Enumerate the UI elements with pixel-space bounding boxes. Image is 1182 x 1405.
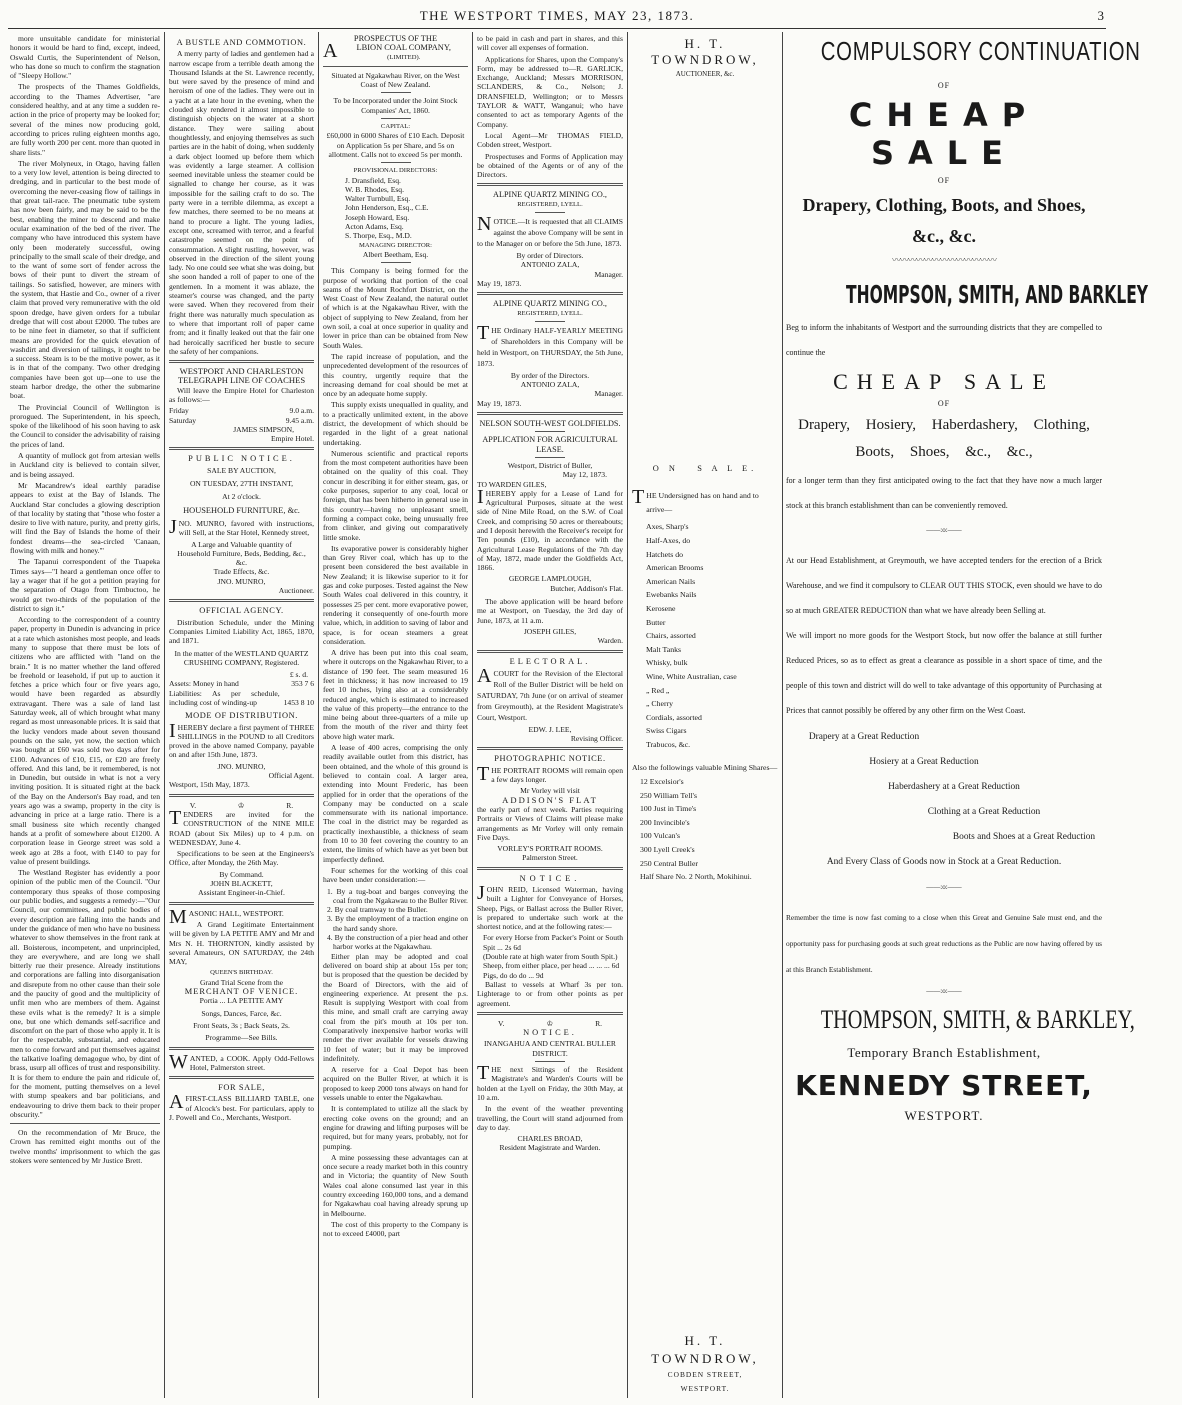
prospectus-title1: PROSPECTUS OF THE [353, 34, 438, 43]
telegraph-sign2: Empire Hotel. [270, 434, 314, 444]
apply-text: Applications for Shares, upon the Company's Form, may be addressed to—R. GARLICK, Exchange, Auckland; Messrs MORRISON, SCLANDERS, & Co., Nelson; J. DRANSFIELD, Wellington; or to Messrs TAYLOR & WATT, Wanganui; who have consented to act as temporary Agents of the Company. [477, 54, 623, 129]
tender-r: R. [286, 800, 294, 810]
para1: for a longer term than they first anticipated owing to the fact that they have now a much larger stock at this branch establishment than can be conveniently removed. [786, 476, 1102, 510]
goods-item: Chairs, assorted [646, 631, 696, 641]
news-paragraph: The river Molyneux, in Otago, having fallen to a very low level, attention is being directed to dredging, and in particular to the best mode of overcoming the never-ceasing flow of tailings in that great tail-race. The pneumatic tube system has now been fairly, and may be said to be the best, enabling the miner to descend and make ocular examination of the bed of the river. The company who have introduced this system have only been moderately successful, owing principally to the small scale of their dredge, and to the want of some sort of fender across the bows of their punt to divert the stream of tailings. So satisfied, however, are miners with the system, that Hastie and Co., owner of a river claim that proved very remunerative with the old spoon dredge, have given orders for a tubular dredge that will cost about £2000. The tubes are to be nine feet in diameter, so that if sufficient means are provided for the quick elevation of washdirt and diversion of tailings, it ought to be a success. Steam is to be the motive power, as it is in that of the company. Two other dredging companies have been got up—one to use the steam harbor dredge, the other the submarine boat. [10, 158, 160, 401]
alpine1-sign: ANTONIO ZALA, [520, 260, 580, 270]
westport-foot: WESTPORT. [904, 1108, 984, 1123]
prospectus-paragraph: This supply exists unequalled in quality, and to a practically unlimited extent, in the above district, the development of which should be regarded in the light of a great national undertaking. [323, 400, 468, 447]
prospectus-situated: Situated at Ngakawhau River, on the West Coast of New Zealand. [331, 70, 460, 90]
official-label: Liabilities: As per schedule, including cost of winding-up [169, 688, 280, 707]
scheme-item: 4. By the construction of a pier head and other harbor works at the Ngakawhau. [327, 933, 468, 952]
alpine1-date: May 19, 1873. [477, 278, 522, 288]
goods-heading: Drapery, Hosiery, Haberdashery, Clothing, Boots, Shoes, &c., &c., [798, 417, 1090, 460]
news-paragraph: A quantity of mullock got from artesian wells in Auckland city is believed to contain silver, and is being assayed. [10, 451, 160, 479]
inang-notice: NOTICE. [523, 1028, 577, 1038]
column-divider [782, 32, 783, 1398]
goods-item: American Brooms [646, 563, 704, 573]
towndrow-sub: AUCTIONEER, &c. [675, 70, 735, 78]
prospectus-paragraph: Either plan may be adopted and coal delivered on board ship at about 15s per ton; but is proposed that the question be decided by the Board of Directors, with the aid of engineering experience. At present the p.s. Result is supplying Westport with coal from this mine, and small craft are carrying away coal from the pit's mouth at 10s per ton. Comparatively inexpensive harbor works will render the river available for vessels drawing 10 feet of water; but it may be improved indefinitely. [323, 951, 468, 1063]
share-item: 300 Lyell Creek's [640, 845, 695, 855]
news-paragraph: The Westland Register has evidently a poor opinion of the public men of the Council. "Our contemporary thus speaks of those composing our public bodies, and suggests a remedy:—"Our Council, our committees, and public bodies of every description are falling into the hands and under the guidance of men who have no business whatever to show themselves in the front rank at all. Boisterous, incompetent, and unprincipled, they are everywhere, and are long we shall bitterly rue their presence. Already institutions and corporations are falling into disorganisation and disrepute from no other cause than their sole and the paucity of good and the multiplicity of unfit men who are members of them. Against these evils what is the remedy? It is a simple one, but one which demands self-sacrifice and discomfort on the part of those who apply it. It is for the respectable, substantial, and educated men to come forward and put themselves against the talkative loafing demagogue who, by dint of brass, usurp all offices of trust and responsibility. It is for them to endure the pain and ridicule of, for the moment, putting themselves on a level with stump speakers and bar politicians, and endeavouring to drive them back to their proper obscurity." [10, 868, 160, 1119]
goods-item: Hatchets do [646, 549, 684, 559]
nelson-app: APPLICATION FOR AGRICULTURAL LEASE. [482, 435, 618, 454]
goods-list [632, 520, 778, 751]
beg-text: Beg to inform the inhabitants of Westport and the surrounding districts that they are compelled to continue the [786, 323, 1102, 357]
nelson-title: NELSON SOUTH-WEST GOLDFIELDS. [479, 419, 621, 429]
official-row [169, 689, 314, 708]
photo-text2: the early part of next week. Parties requiring Portraits or Views of Claims will please make arrangements as Mr Vorley will only remain Five Days. [477, 804, 623, 842]
goods-item: „ Red „ [646, 685, 670, 695]
goods-item: Butter [646, 617, 666, 627]
billiard-sale: AFIRST-CLASS BILLIARD TABLE, one of Alcock's best. For particulars, apply to J. Powell and Co., Merchants, Westport. [169, 1091, 314, 1122]
prospectus-cont: to be paid in cash and part in shares, and this will cover all expenses of formation. [477, 34, 623, 53]
page-number: 3 [1097, 8, 1104, 23]
director-name: J. Dransfield, Esq. [345, 175, 401, 185]
column-towndrow [632, 34, 778, 1396]
reduction-line: Haberdashery at a Great Reduction [888, 782, 1020, 792]
temp-branch: Temporary Branch Establishment, [847, 1045, 1041, 1060]
share-item: 250 William Tell's [640, 790, 697, 800]
prospectus-paragraph: Numerous scientific and practical reports from the most competent authorities have been obtained on the quality of this coal. They concur in describing it for either steam, gas, or coke purposes, superior to any coal, local or foreign, that has been hitherto in general use in this country—having no unpleasant smell, forming a compact coke, being unusually free from clinker, and giving out comparatively little smoke. [323, 448, 468, 542]
alpine1-sub: REGISTERED, LYELL. [517, 200, 583, 208]
official-title: OFFICIAL AGENCY. [199, 606, 284, 616]
alpine1-sign2: Manager. [594, 269, 623, 279]
alpine2-sub: REGISTERED, LYELL. [517, 309, 583, 317]
prospectus-paragraph: It is contemplated to utilize all the slack by erecting coke ovens on the ground; and an engine for drawing and lifting purposes will be required, but for many years, probably, not for pumping. [323, 1104, 468, 1151]
for-sale-title: FOR SALE, [218, 1083, 265, 1093]
capital-title: CAPITAL: [380, 123, 411, 131]
scheme-item: 3. By the employment of a traction engine on the hard sandy shore. [327, 914, 468, 933]
local-agent: Local Agent—Mr THOMAS FIELD, Cobden street, Westport. [477, 130, 623, 150]
inang-sign2: Resident Magistrate and Warden. [499, 1143, 601, 1153]
bustle-title: A BUSTLE AND COMMOTION. [176, 38, 307, 47]
goods-item: Half-Axes, do [646, 535, 691, 545]
news-paragraph: The Provincial Council of Wellington is prorogued. The Superintendent, in his speech, spoke of the likelihood of his soon having to ask the Council to consider the advisability of raising the prices of land. [10, 402, 160, 449]
prospectus-paragraph: A mine possessing these advantages can at once secure a ready market both in this country and in Victoria; the quantity of New South Wales coal alone consumed last year in this country exceeding 160,000 tons, and a demand for Ngakawhau coal having already sprung up in Melbourne. [323, 1152, 468, 1218]
column-prospectus [323, 34, 468, 1396]
auction-item: HOUSEHOLD FURNITURE, &c. [183, 505, 300, 515]
royal-crest-icon: ♔ [237, 800, 245, 810]
rate-line: Pigs, do do do ... 9d [483, 970, 544, 980]
nelson-to: TO WARDEN GILES, [477, 479, 547, 489]
official-label: Assets: Money in hand [169, 679, 239, 689]
column-advertisements-2 [169, 34, 314, 1396]
alpine1-text: NOTICE.—It is requested that all CLAIMS against the above Company will be sent in to the Manager on or before the 5th June, 1873. [477, 213, 623, 249]
firm-heading-2: THOMPSON, SMITH, & BARKLEY, [820, 1005, 1135, 1034]
kennedy-street: KENNEDY STREET, [795, 1069, 1093, 1102]
inang-vr [477, 1019, 623, 1028]
scheme-item: 1. By a tug-boat and barges conveying the coal from the Ngakawau to the Buller River. [327, 886, 468, 905]
schedule-row [169, 406, 314, 415]
goods-item: „ Cherry [646, 699, 674, 709]
nelson-warden: JOSEPH GILES, [523, 626, 577, 636]
inang-v: V. [497, 1018, 505, 1028]
electoral-title: ELECTORAL. [509, 656, 591, 666]
inang-sign: CHARLES BROAD, [517, 1134, 583, 1144]
column-divider [472, 32, 473, 1398]
munro-text: JNO. MUNRO, favored with instructions, will Sell, at the Star Hotel, Kennedy street, [169, 515, 314, 538]
goods-item: Wine, White Australian, case [646, 671, 737, 681]
reduction-line: And Every Class of Goods now in Stock at a Great Reduction. [826, 857, 1062, 867]
reduction-line: Boots and Shoes at a Great Reduction [952, 832, 1096, 842]
of-3: OF [937, 399, 951, 408]
masthead [0, 6, 1114, 28]
news-paragraph: The prospects of the Thames Goldfields, according to the Thames Advertiser, "are considered healthy, and at any time a sudden re-action in the price of property may be looked for; several of the mines now producing gold, according to prices ruling eighteen months ago, are fully worth 200 per cent. more than quoted in share lists." [10, 82, 160, 157]
official-cols: £ s. d. [289, 670, 308, 680]
shares-intro: Also the followings valuable Mining Shares— [632, 763, 778, 773]
alpine2-date: May 19, 1873. [477, 398, 522, 408]
auction-sub: SALE BY AUCTION, [207, 465, 276, 475]
goods-item: Malt Tanks [646, 644, 682, 654]
photo-title: PHOTOGRAPHIC NOTICE. [494, 754, 606, 764]
news-paragraph: Mr Macandrew's ideal earthly paradise appears to exist at the Bay of Islands. The Auckland Star concludes a glowing description of that locality by stating that "those who foster a desire to live with nature, purity, and pretty girls, will find the Bay of Islands the home of their fondest dreams—the sea-circled 'Canaan, flowing with milk and honey.'" [10, 480, 160, 556]
mode-date: Westport, 15th May, 1873. [169, 780, 250, 790]
official-row [169, 679, 314, 688]
reid-rates [477, 933, 623, 979]
schedule-time: 9.0 a.m. [289, 406, 314, 416]
reduction-line: Clothing at a Great Reduction [927, 807, 1041, 817]
reid-text: JOHN REID, Licensed Waterman, having built a Lighter for Conveyance of Horses, Sheep, Pigs, or Ballast across the Buller River, is prepared to undertake such work at the shortest notice, and at the following rates:— [477, 882, 623, 932]
director-name: S. Thorpe, Esq., M.D. [345, 231, 412, 241]
inang-text2: In the event of the weather preventing travelling, the Court will stand adjourned from day to day. [477, 1104, 623, 1132]
electoral-sign: EDW. J. LEE, [528, 724, 572, 734]
column-divider [164, 32, 165, 1398]
reid-notice-title: NOTICE. [519, 873, 581, 883]
towndrow-intro: THE Undersigned has on hand and to arrive— [632, 486, 759, 514]
telegraph-sign: JAMES SIMPSON, [233, 424, 294, 434]
mode-sign2: Official Agent. [268, 771, 314, 781]
goods-item: Kerosene [646, 603, 676, 613]
para4: Remember the time is now fast coming to a close when this Great and Genuine Sale must end, and the opportunity pass for purchasing goods at such great reductions as the Public are now having offered by us at this Branch Establishment. [786, 913, 1102, 974]
nelson-sign: GEORGE LAMPLOUGH, [508, 574, 592, 584]
photo-visit: Mr Vorley will visit [520, 786, 580, 796]
firm-heading: THOMPSON, SMITH, AND BARKLEY [846, 280, 1149, 309]
rate-line: (Double rate at high water from South Spit.) [483, 952, 618, 962]
bustle-text: A merry party of ladies and gentlemen had a narrow escape from a terrible death among the Thousand Islands at the St. Lawrence recently, but were saved by the presence of mind and heroism of one of the ladies. They were out in a yacht at a late hour in the evening, when the clouded sky rendered it almost impossible to distinguish objects on the water at a short distance. They were sailing about thoughtlessly, and enjoying themselves as such parties are in the habit of doing, when suddenly a dark object loomed up before them which was evidently a large steamer. A collision seemed inevitable unless the steamer could be signalled to change her course, as it was impossible for the sailing craft to do so. The party were in a terrible dilemma, as except a few matches, there seemed to be no means at hand to procure a light. The young ladies, except one, screamed with terror, and a fearful catastrophe seemed on the point of consummation. A slight rustling, however, was observed in the direction of the silent young lady. No one could see what she was doing, but she soon handed a roll of paper to one of the gentlemen. In a moment it was ablaze, the steamer's course was changed, and the party were saved. When they recovered from their fright there was naturally much speculation as to where that important roll of paper came from; and it finally leaked out that the fair one had heroically sacrificed her bustle to secure the safety of her companions. [169, 49, 314, 356]
share-item: 250 Central Buller [640, 858, 699, 868]
reduction-line: Hosiery at a Great Reduction [869, 757, 979, 767]
schedule-day: Saturday [169, 415, 196, 425]
official-matter: In the matter of the WESTLAND QUARTZ CRUSHING COMPANY, Registered. [174, 648, 309, 667]
masonic-songs: Songs, Dances, Farce, &c. [201, 1008, 282, 1018]
goods-item: Trabucos, &c. [646, 739, 691, 749]
inang-title: INANGAHUA AND CENTRAL BULLER DISTRICT. [484, 1039, 616, 1058]
masthead-rule [8, 28, 1106, 29]
director-name: Joseph Howard, Esq. [345, 212, 410, 222]
prov-directors-title: PROVISIONAL DIRECTORS: [353, 167, 438, 175]
schedule-time: 9.45 a.m. [285, 415, 314, 425]
drapery-heading: Drapery, Clothing, Boots, and Shoes, [802, 195, 1086, 215]
photo-sign: VORLEY'S PORTRAIT ROOMS. [497, 844, 603, 854]
newspaper-title: THE WESTPORT TIMES, MAY 23, 1873. [419, 8, 695, 23]
share-item: 12 Excelsior's [640, 777, 684, 787]
alpine2-title: ALPINE QUARTZ MINING CO., [493, 299, 607, 309]
inang-text: THE next Sittings of the Resident Magistrate's and Warden's Courts will be holden at the Lyell on Friday, the 30th May, at 10 a.m. [477, 1062, 623, 1102]
news-paragraph: The Tapanui correspondent of the Tuapeka Times says—"I heard a gentleman once offer to lay a wager that if he got a petition praying for the separation of Otago from Timbuctoo, he would get two-thirds of the population of the district to sign it." [10, 557, 160, 613]
etc-heading: &c., &c. [912, 226, 976, 246]
towndrow-head: H. T. TOWNDROW, [651, 36, 759, 67]
photo-text: THE PORTRAIT ROOMS will remain open a few days longer. [477, 762, 623, 785]
managing-director: Albert Beetham, Esq. [362, 249, 429, 259]
alpine1-by: By order of Directors. [516, 251, 584, 261]
alpine2-sign2: Manager. [594, 389, 623, 399]
auction-time: At 2 o'clock. [222, 492, 261, 502]
schedule-day: Friday [169, 406, 189, 416]
managing-title: MANAGING DIRECTOR: [359, 241, 432, 249]
munro-list: A Large and Valuable quantity of Household Furniture, Beds, Bedding, &c., &c. [177, 539, 306, 568]
photo-sign2: Palmerston Street. [522, 853, 578, 863]
official-value: 353 7 6 [291, 679, 314, 689]
director-name: Walter Turnbull, Esq. [345, 194, 411, 204]
royal-crest-icon: ♔ [546, 1018, 554, 1028]
towndrow-foot2: COBDEN STREET, [667, 1370, 743, 1379]
directors-list [323, 176, 468, 241]
munro-sign: JNO. MUNRO, [217, 576, 266, 586]
alpine2-text: THE Ordinary HALF-YEARLY MEETING of Shareholders in this Company will be held in Westport, on THURSDAY, the 5th June, 1873. [477, 321, 623, 368]
prospectus-paragraph: Its evaporative power is considerably higher than Grey River coal, which has up to the present been considered the best available in New Zealand; it is likewise superior to it for gas and coke purposes. Tested against the New South Wales coal delivered in this country, it possesses 25 per cent. more evaporative power, rendering it consequently of one-fourth more value, which, in addition to saving of labor and space, is for ocean steamers a great consideration. [323, 543, 468, 646]
cook-wanted: WANTED, a COOK. Apply Odd-Fellows Hotel, Palmerston street. [169, 1050, 314, 1073]
of-2: OF [937, 176, 951, 185]
masonic-seats: Front Seats, 3s ; Back Seats, 2s. [193, 1020, 290, 1030]
nelson-date: May 12, 1873. [562, 470, 607, 480]
masonic-portia: Portia ... LA PETITE AMY [199, 996, 284, 1006]
para3: We will import no more goods for the Westport Stock, but now offer the balance at still further Reduced Prices, so as to effect as great a clearance as possible in a short space of time, and the people of this town and district will do well to take advantage of this opportunity of Purchasing at Prices that cannot possibly be offered by any other firm on the West Coast. [786, 631, 1102, 715]
mode-sign: JNO. MUNRO, [217, 761, 266, 771]
goods-item: Swiss Cigars [646, 726, 687, 736]
masonic-play: MERCHANT OF VENICE. [184, 987, 299, 997]
column-divider [627, 32, 628, 1398]
news-paragraph: On the recommendation of Mr Bruce, the Crown has remitted eight months out of the twelve months' imprisonment to which the gas stokers were sentenced by Mr Justice Brett. [10, 1128, 160, 1166]
scheme-item: 2. By coal tramway to the Buller. [327, 905, 428, 915]
wave-divider-icon: 〰〰〰〰〰〰〰〰〰〰〰〰〰 [891, 255, 996, 265]
alpine2-sign: ANTONIO ZALA, [520, 380, 580, 390]
director-name: John Henderson, Esq., C.E. [345, 203, 429, 213]
nelson-sign2: Butcher, Addison's Flat. [550, 583, 623, 593]
of-1: OF [937, 81, 951, 90]
rate-line: Sheep, from either place, per head ... ... ... 6d [483, 961, 620, 971]
nelson-warden2: Warden. [597, 636, 623, 646]
prospectus-paragraph: The rapid increase of population, and the unprecedented development of the resources of this country, urgently require that the increasing demand for coal should be met at once by an adequate home supply. [323, 351, 468, 399]
tender-sign: JOHN BLACKETT, [210, 879, 273, 889]
masonic-birthday: QUEEN'S BIRTHDAY. [210, 969, 273, 977]
share-item: Half Share No. 2 North, Mokihinui. [640, 872, 752, 882]
munro-trade: Trade Effects, &c. [213, 567, 270, 577]
prospectus-paragraph: A lease of 400 acres, comprising the only readily available outlet from this district, has been obtained, and the whole of this ground is believed to contain coal. A larger area, extending into Mount Frederic, has been applied for in order that the operations of the Company may be conducted on a scale commensurate with its national importance. The coal in the district may be regarded as practically inexhaustible, a thickness of seam from 10 to 30 feet covering the country to an extent, the limits of which have as yet been but imperfectly defined. [323, 743, 468, 864]
goods-item: Whisky, bulk [646, 658, 688, 668]
reductions-list [786, 725, 1102, 875]
electoral-sign2: Revising Officer. [570, 734, 623, 744]
nelson-place: Westport, District of Buller, [507, 460, 593, 470]
alpine2-by: By order of the Directors. [510, 370, 590, 380]
mode-text: IHEREBY declare a first payment of THREE SHILLINGS in the POUND to all Creditors proved in the above named Company, payable on and after 15th June, 1873. [169, 719, 314, 760]
share-item: 100 Vulcan's [640, 831, 680, 841]
thompson-smith-barkley-ad: COMPULSORY CONTINUATION OF CHEAP SALE OF Drapery, Clothing, Boots, and Shoes, &c., &c. 〰〰〰〰〰〰〰〰〰〰〰〰〰 THOMPSON, SMITH, AND BARKLEY Beg to inform the inhabitants of Westport and the surrounding districts that they are compelled to continue the CHEAP SALE OF Drapery, Hosiery, Haberdashery, Clothing, Boots, Shoes, &c., &c., for a longer term than they first anticipated owing to the fact that they have now a much larger stock at this branch establishment than can be conveniently removed. ——:o:—— At our Head Establishment, at Greymouth, we have accepted tenders for the erection of a Brick Warehouse, and we find it compulsory to CLEAR OUT THIS STOCK, even should we have to do so at much GREATER REDUCTION than what we have already been Selling at. We will import no more goods for the Westport Stock, but now offer the balance at still further Reduced Prices, so as to effect as great a clearance as possible in a short space of time, and the people of this town and district will do well to take advantage of this opportunity of Purchasing at Prices that cannot possibly be offered by any other firm on the West Coast. Drapery at a Great Reduction Hosiery at a Great Reduction Haberdashery at a Great Reduction Clothing at a Great Reduction Boots and Shoes at a Great Reduction And Every Class of Goods now in Stock at a Great Reduction. ——:o:—— Remember the time is now fast coming to a close when this Great and Genuine Sale must end, and the opportunity pass for purchasing goods at such great reductions as the Public are now having offered by us at this Branch Establishment. ——:o:—— THOMPSON, SMITH, & BARKLEY, Temporary Branch Establishment, KENNEDY STREET, WESTPORT. [786, 34, 1102, 1396]
news-paragraph: According to the correspondent of a country paper, property in Dunedin is advancing in price at a rate which astonishes most people, and leads many to suppose that there must be lots of citizens who are afflicted with "land on the brain." It is no matter whether the land offered be freehold or leasehold, if put up to auction it fetches a price which four or five years ago, would have been regarded as absurdly extravagant. There was a sale of land last Saturday week, all of which brought what many regard as most unreasonable prices. It is said that the lucky vendors made about seven thousand pounds on the sale, yet now, the section which was bought at £60 was sold two days after for £100. Advances of £10, £15, or £20 are freely offered. And this land, be it remembered, is not in Dunedin, but outside in what is not a very inviting position. It is situated right at the back of the Bay on the Anderson's Bay road, and ten years ago was a swamp, property in the city is advancing in price at a large ratio. There is a small business site which recently changed hands at a profit of somewhere about £1200. A corporation lease in George street was sold a week ago at 28s a foot, with £140 to pay for value of present buildings. [10, 615, 160, 866]
auction-date: ON TUESDAY, 27TH INSTANT, [189, 479, 294, 489]
news-paragraph: more unsuitable candidate for ministerial honors it would be hard to find, except, indeed, Oswald Curtis, the Superintendent of Nelson, who has done so much to confirm the stagnation of "Sleepy Hollow." [10, 34, 160, 81]
tender-v: V. [189, 800, 197, 810]
alpine1-title: ALPINE QUARTZ MINING CO., [493, 190, 607, 200]
director-name: Acton Adams, Esq. [345, 222, 404, 232]
rate-line: For every Horse from Packer's Point or South Spit ... 2s 6d [483, 933, 623, 952]
tender-by: By Command. [219, 869, 264, 879]
goods-item: Ewebanks Nails [646, 590, 697, 600]
tender-sign2: Assistant Engineer-in-Chief. [198, 888, 285, 898]
shares-list [632, 775, 778, 884]
prospectus-paragraph: A drive has been put into this coal seam, where it outcrops on the Ngakawhau River, to a distance of 190 feet. The seam measured 16 feet in thickness; it has now increased to 19 feet 10 inches, lying also at a considerably reduced angle, which is estimated to increased the value of this property—the entrance to the mine being about three-quarters of a mile up from the mouth of the river and thirty feet above high water mark. [323, 648, 468, 741]
telegraph-text: Will leave the Empire Hotel for Charleston as follows:— [169, 385, 314, 404]
nelson-text: IHEREBY apply for a Lease of Land for Agricultural Purposes, situate at the west side of Nine Mile Road, on the S.W. of Coal Creek, and comprising 50 acres or thereabouts; and I deposit herewith the Receiver's receipt for Ten pounds (£10), in accordance with the Agricultural Lease Regulations of the 7th day of May, 1872, made under the Goldfields Act, 1866. [477, 485, 623, 573]
towndrow-foot3: WESTPORT. [680, 1383, 730, 1393]
director-name: W. B. Rhodes, Esq. [345, 184, 404, 194]
prospectus-paragraph: A reserve for a Coal Depot has been acquired on the Buller River, at which it is proposed to keep 2000 tons always on hand for vessels unable to enter the Ngakawhau. [323, 1065, 468, 1103]
masonic-programme: Programme—See Bills. [205, 1033, 278, 1043]
goods-item: Axes, Sharp's [646, 522, 689, 532]
column-divider [318, 32, 319, 1398]
public-notice-title: PUBLIC NOTICE. [188, 454, 295, 464]
reid-ballast: Ballast to vessels at Wharf 3s per ton. Lighterage to or from other points as per agreement. [477, 979, 623, 1008]
prospectus-title2: ALBION COAL COMPANY, [323, 40, 451, 63]
official-rows [169, 679, 314, 707]
cheap-sale-heading: CHEAP SALE [848, 96, 1040, 172]
masonic-scene: Grand Trial Scene from the [199, 977, 284, 987]
official-value: 1453 8 10 [283, 698, 314, 707]
capital-text: £60,000 in 6000 Shares of £10 Each. Deposit on Application 5s per Share, and 5s on allotment. Calls not to exceed 5s per month. [326, 131, 465, 159]
masonic-text: A Grand Legitimate Entertainment will be given by LA PETITE AMY and Mr and Mrs N. H. THORNTON, kindly assisted by several Amateurs, ON SATURDAY, the 24th MAY, [169, 919, 314, 967]
telegraph-title: WESTPORT AND CHARLESTON TELEGRAPH LINE OF COACHES [177, 366, 306, 386]
photo-place: ADDISON'S FLAT [502, 794, 598, 805]
telegraph-schedule [169, 406, 314, 425]
column-notices [477, 34, 623, 1396]
para2: At our Head Establishment, at Greymouth, we have accepted tenders for the erection of a Brick Warehouse, and we find it compulsory to CLEAR OUT THIS STOCK, even should we have to do so at much GREATER REDUCTION than what we have already been Selling at. [786, 556, 1102, 615]
electoral-text: ACOURT for the Revision of the Electoral Roll of the Buller District will be held on SATURDAY, 7th June (or on arrival of steamer from Greymouth), at the Resident Magistrate's Court, Westport. [477, 664, 623, 722]
tender-spec: Specifications to be seen at the Engineers's Office, after Monday, the 26th May. [169, 849, 314, 868]
prospectus-paragraph: This Company is being formed for the purpose of working that portion of the coal seams of the Mount Rochfort District, on the West Coast of New Zealand, the natural outlet of which is at the Ngakawhau River, with the object of supplying to New Zealand, from her own soil, a coal at once superior in quality and lower in price than can be obtained from New South Wales. [323, 266, 468, 350]
mode-title: MODE OF DISTRIBUTION. [185, 711, 298, 721]
prospectus-paragraph: Four schemes for the working of this coal have been under consideration:— [323, 865, 468, 885]
column-news [10, 34, 160, 1396]
prospectus-paragraph: The cost of this property to the Company is not to exceed £4000, part [323, 1219, 468, 1239]
prospectus-title3: (LIMITED). [387, 53, 421, 61]
cheap-sale-2: CHEAP SALE [833, 369, 1055, 394]
share-item: 200 Invincible's [640, 817, 690, 827]
prospectus-body [323, 266, 468, 1238]
reduction-line: Drapery at a Great Reduction [808, 732, 920, 742]
munro-sign2: Auctioneer. [278, 586, 314, 596]
tender-text: TENDERS are invited for the CONSTRUCTION of the NINE MILE ROAD (about Six Miles) up to 4 p.m. on WEDNESDAY, June 4. [169, 806, 314, 847]
schedule-row [169, 416, 314, 425]
official-text: Distribution Schedule, under the Mining Companies Limited Liability Act, 1865, 1870, and 1871. [169, 617, 314, 646]
goods-item: Cordials, assorted [646, 712, 702, 722]
inang-r: R. [595, 1018, 603, 1028]
prospectus-forms: Prospectuses and Forms of Application may be obtained of the Agents or of any of the Directors. [477, 151, 623, 180]
masonic-title: MASONIC HALL, WESTPORT. [169, 905, 284, 928]
tender-vr [169, 801, 314, 810]
goods-item: American Nails [646, 576, 696, 586]
nelson-heard: The above application will be heard before me at Westport, on Tuesday, the 3rd day of June, 1873, at 11 a.m. [477, 597, 623, 625]
compulsory-heading: COMPULSORY CONTINUATION [820, 36, 1141, 66]
share-item: 100 Just in Time's [640, 804, 697, 814]
towndrow-foot: H. T. TOWNDROW, [651, 1333, 759, 1366]
on-sale-heading: O N S A L E. [652, 463, 758, 473]
prospectus-incorp: To be Incorporated under the Joint Stock Companies' Act, 1860. [333, 96, 458, 115]
